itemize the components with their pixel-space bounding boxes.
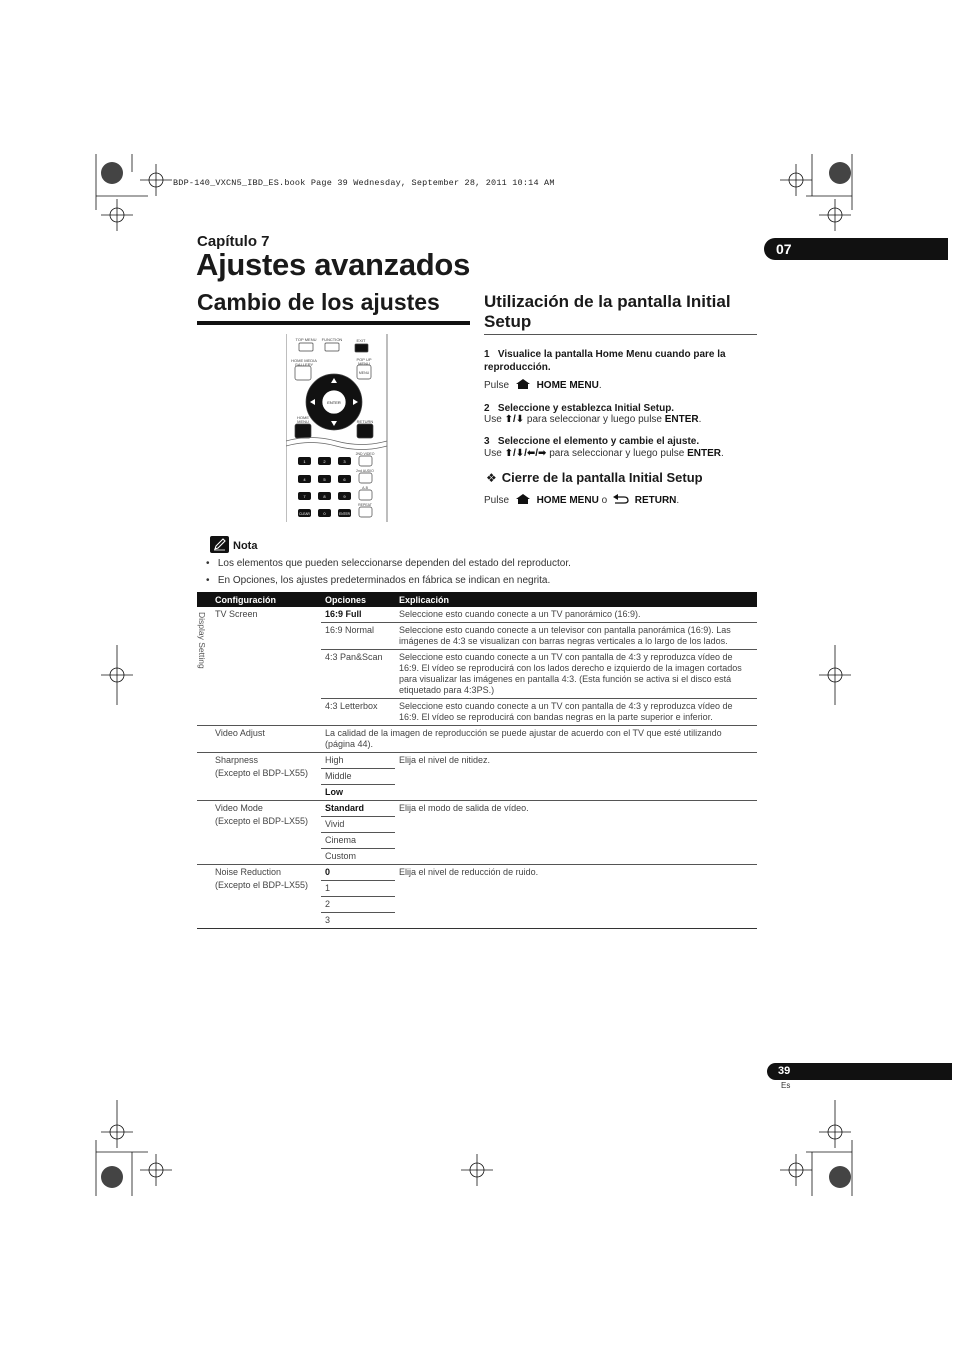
- remote-side-label: 2nd AUDIO: [356, 469, 374, 473]
- remote-function-label: FUNCTION: [321, 337, 343, 342]
- remote-key: 2: [323, 459, 326, 464]
- remote-key: 4: [303, 477, 306, 482]
- section-title-right: Utilización de la pantalla Initial Setup: [484, 292, 731, 331]
- key-home-menu: HOME MENU: [536, 380, 599, 391]
- setting-name: [197, 753, 321, 801]
- instruction-text: Pulse: [484, 380, 510, 391]
- remote-top-menu-label: TOP MENU: [295, 337, 317, 342]
- option-cell: Custom: [321, 849, 395, 865]
- option-cell: 16:9 Normal: [321, 623, 395, 650]
- step-text: Visualice la pantalla Home Menu cuando pare la reproducción.: [484, 349, 726, 373]
- chapter-label: Capítulo 7: [197, 233, 270, 250]
- setting-name-text: Sharpness: [215, 755, 259, 765]
- option-cell: Standard: [321, 801, 395, 817]
- remote-side-label: 2ND VIDEO: [355, 452, 375, 456]
- table-row: [197, 753, 757, 769]
- note-bullet: • En Opciones, los ajustes predeterminados en fábrica se indican en negrita.: [206, 575, 551, 586]
- explanation-cell: Seleccione esto cuando conecte a un TV con pantalla de 4:3 y reproduzca vídeo de 16:9. El vídeo se reproducirá con los lados derecho e izquierdo de la imagen cortados para visualizar las imágenes en pantalla 4:3. (Esta función se activa si el disco está etiquetado para 4:3PS.): [395, 650, 757, 699]
- option-cell: 4:3 Pan&Scan: [321, 650, 395, 699]
- explanation-cell: La calidad de la imagen de reproducción se puede ajustar de acuerdo con el TV que esté utilizando (página 44).: [321, 726, 757, 753]
- arrow-icons: ⬆/⬇/⬅/➡: [504, 448, 547, 459]
- remote-gallery-label: GALLERY: [294, 362, 314, 367]
- home-icon: [516, 379, 530, 389]
- remote-side-label: REPEAT: [358, 503, 372, 507]
- step-2-instruction: [484, 414, 701, 425]
- setting-name-text: Video Mode: [215, 803, 263, 813]
- step-text: Seleccione y establezca Initial Setup.: [497, 403, 675, 414]
- page-title: Ajustes avanzados: [196, 247, 471, 282]
- table-row: [197, 865, 757, 881]
- remote-control-illustration: [286, 334, 388, 522]
- explanation-cell: Seleccione esto cuando conecte a un TV panorámico (16:9).: [395, 607, 757, 623]
- language-code: Es: [781, 1081, 791, 1090]
- close-heading-text: Cierre de la pantalla Initial Setup: [501, 470, 703, 485]
- remote-menu-label2: MENU: [358, 361, 370, 366]
- section-rule-right: [484, 334, 757, 335]
- option-cell: 1: [321, 881, 395, 897]
- instruction-end: .: [720, 448, 724, 459]
- explanation-cell: Elija el nivel de nitidez.: [395, 753, 757, 801]
- note-bullet: • Los elementos que pueden seleccionarse dependen del estado del reproductor.: [206, 558, 571, 569]
- note-bullet-text: Los elementos que pueden seleccionarse dependen del estado del reproductor.: [217, 558, 571, 569]
- setting-name: [197, 865, 321, 929]
- remote-return-label: RETURN: [356, 419, 374, 424]
- option-cell: 2: [321, 897, 395, 913]
- remote-side-label: A-B: [362, 486, 368, 490]
- page-number: 39: [767, 1063, 952, 1080]
- remote-key: 7: [303, 494, 306, 499]
- remote-key: 6: [343, 477, 346, 482]
- instruction-end: .: [676, 495, 680, 506]
- column-header: Opciones: [321, 592, 395, 607]
- instruction-text: Pulse: [484, 495, 510, 506]
- step-1-instruction: [484, 379, 602, 391]
- arrow-icons: ⬆/⬇: [504, 414, 525, 425]
- key-enter: ENTER: [664, 414, 699, 425]
- step-text: Seleccione el elemento y cambie el ajuste.: [497, 436, 700, 447]
- explanation-cell: Seleccione esto cuando conecte a un televisor con pantalla panorámica (16:9). Las imágenes de 4:3 se visualizan con barras negras verticales a lo largo de los lados.: [395, 623, 757, 650]
- step-3: [484, 435, 699, 448]
- instruction-end: .: [598, 380, 602, 391]
- remote-key: CLEAR: [299, 512, 310, 516]
- remote-exit-label: EXIT: [356, 338, 366, 343]
- step-1: [484, 348, 756, 374]
- remote-key: 3: [343, 459, 346, 464]
- option-cell: High: [321, 753, 395, 769]
- instruction-end: .: [698, 414, 702, 425]
- key-home-menu: HOME MENU: [536, 495, 599, 506]
- remote-key: 0: [323, 511, 326, 516]
- option-cell: 4:3 Letterbox: [321, 699, 395, 726]
- table-header-row: [197, 592, 757, 607]
- section-title-left: Cambio de los ajustes: [197, 289, 440, 315]
- option-cell: Middle: [321, 769, 395, 785]
- header-line: BDP-140_VXCN5_IBD_ES.book Page 39 Wednesday, September 28, 2011 10:14 AM: [173, 178, 555, 188]
- option-cell: Cinema: [321, 833, 395, 849]
- key-return: RETURN: [634, 495, 677, 506]
- option-cell: 0: [321, 865, 395, 881]
- setting-name: TV Screen: [197, 607, 321, 726]
- table-row: [197, 607, 757, 623]
- option-cell: 16:9 Full: [321, 607, 395, 623]
- instruction-text: para seleccionar y luego pulse: [546, 448, 688, 459]
- side-label-text: Display Setting: [197, 612, 207, 669]
- setting-note: (Excepto el BDP-LX55): [215, 768, 309, 778]
- table-row: [197, 801, 757, 817]
- note-bullet-text: En Opciones, los ajustes predeterminados en fábrica se indican en negrita.: [217, 575, 551, 586]
- explanation-cell: Elija el modo de salida de vídeo.: [395, 801, 757, 865]
- column-header: Explicación: [395, 592, 757, 607]
- close-instruction: [484, 494, 679, 506]
- setting-name-text: Noise Reduction: [215, 867, 282, 877]
- remote-key: ENTER: [339, 512, 350, 516]
- setting-name: [197, 801, 321, 865]
- setting-name: Video Adjust: [197, 726, 321, 753]
- step-number: 1: [484, 349, 490, 360]
- remote-key: 9: [343, 494, 346, 499]
- step-number: 2: [484, 403, 490, 414]
- option-cell: Vivid: [321, 817, 395, 833]
- column-header: Configuración: [197, 592, 321, 607]
- pencil-icon: [210, 536, 229, 553]
- remote-home-label: HOME: [297, 415, 309, 420]
- diamond-icon: ❖: [486, 471, 497, 485]
- section-rule-left: [197, 321, 470, 325]
- note-label: Nota: [233, 540, 258, 552]
- remote-home-media-gallery-label: HOME MEDIA: [291, 358, 317, 363]
- remote-key: 1: [303, 459, 306, 464]
- remote-key: 5: [323, 477, 326, 482]
- remote-key: 8: [323, 494, 326, 499]
- close-heading: [486, 470, 703, 485]
- return-icon: [613, 494, 629, 504]
- option-cell: Low: [321, 785, 395, 801]
- home-icon: [516, 494, 530, 504]
- remote-popup-label: POP UP: [356, 357, 372, 362]
- settings-table: [197, 592, 757, 929]
- remote-menu-label: MENU: [358, 371, 370, 375]
- chapter-tab: 07: [764, 238, 948, 260]
- key-enter: ENTER: [687, 448, 721, 459]
- setting-note: (Excepto el BDP-LX55): [215, 816, 309, 826]
- remote-menu-label3: MENU: [297, 419, 309, 424]
- explanation-cell: Seleccione esto cuando conecte a un TV con pantalla de 4:3 y reproduzca vídeo de 16:9. El vídeo se reproducirá con bandas negras en la parte superior e inferior.: [395, 699, 757, 726]
- setting-note: (Excepto el BDP-LX55): [215, 880, 309, 890]
- table-row: [197, 726, 757, 753]
- instruction-text: Use: [484, 448, 505, 459]
- option-cell: 3: [321, 913, 395, 929]
- instruction-text: o: [598, 495, 610, 506]
- step-number: 3: [484, 436, 490, 447]
- remote-enter-label: ENTER: [327, 400, 341, 405]
- explanation-cell: Elija el nivel de reducción de ruido.: [395, 865, 757, 929]
- instruction-text: Use: [484, 414, 505, 425]
- instruction-text: para seleccionar y luego pulse: [524, 414, 665, 425]
- step-3-instruction: [484, 448, 724, 459]
